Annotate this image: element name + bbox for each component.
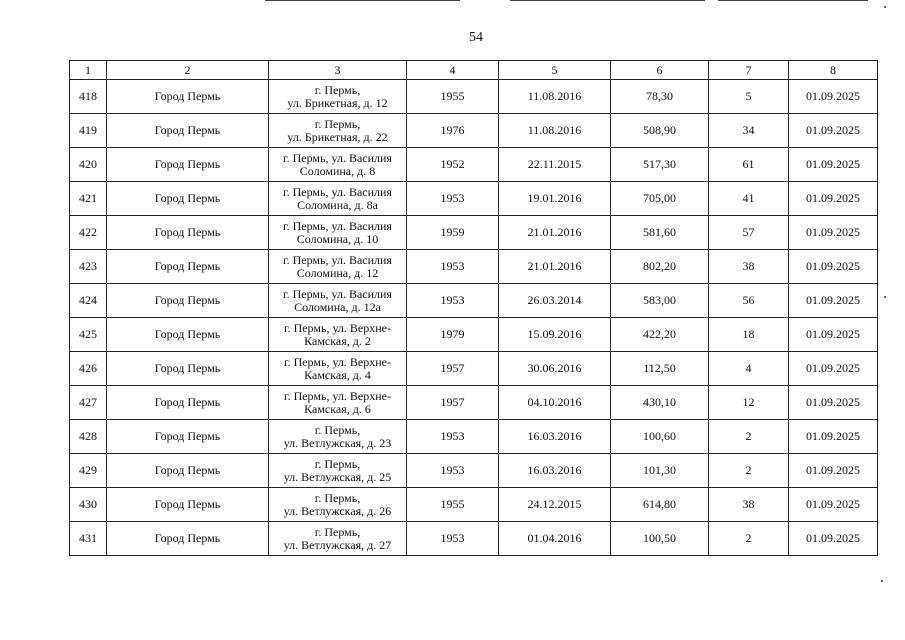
year: [407, 182, 499, 216]
count: [709, 250, 789, 284]
year-text: 1976: [440, 123, 465, 137]
address-line-2: ул. Ветлужская, д. 25: [283, 469, 392, 484]
term-text: 01.09.2025: [806, 361, 860, 375]
address: [269, 488, 407, 522]
area: [611, 488, 709, 522]
term: [789, 352, 878, 386]
term: [789, 216, 878, 250]
date-text: 04.10.2016: [527, 395, 582, 409]
date-text: 16.03.2016: [527, 429, 582, 443]
count: [709, 114, 789, 148]
municipality: [107, 386, 269, 420]
area: [611, 250, 709, 284]
address: [269, 522, 407, 556]
date: [499, 318, 611, 352]
address-line-2: ул. Брикетная, д. 12: [287, 95, 388, 110]
municipality: [107, 488, 269, 522]
year-text: 1957: [440, 361, 465, 375]
count-text: 56: [742, 293, 755, 307]
date: [499, 386, 611, 420]
date: [499, 80, 611, 114]
address-line-1: г. Пермь,: [314, 456, 361, 471]
municipality-text: Город Пермь: [154, 463, 221, 477]
count-text: 2: [745, 429, 752, 443]
area-text: 802,20: [643, 259, 676, 273]
row-number: [70, 318, 107, 352]
row-number-text: 429: [79, 463, 97, 477]
row-number: [70, 522, 107, 556]
address-line-1: г. Пермь,: [314, 422, 361, 437]
term-text: 01.09.2025: [806, 429, 860, 443]
area-text: 112,50: [643, 361, 676, 375]
count: [709, 488, 789, 522]
term: [789, 250, 878, 284]
address: [269, 284, 407, 318]
year-text: 1959: [440, 225, 465, 239]
year: [407, 522, 499, 556]
row-number: [70, 386, 107, 420]
year-text: 1953: [440, 531, 465, 545]
row-number-text: 425: [79, 327, 97, 341]
term: [789, 182, 878, 216]
year: [407, 216, 499, 250]
count-text: 5: [745, 89, 752, 103]
address-line-2: Камская, д. 2: [304, 333, 371, 348]
year: [407, 352, 499, 386]
count: [709, 522, 789, 556]
municipality-text: Город Пермь: [154, 497, 221, 511]
area: [611, 114, 709, 148]
row-number-text: 424: [79, 293, 97, 307]
address-line-1: г. Пермь,: [314, 82, 361, 97]
row-number-text: 430: [79, 497, 97, 511]
year: [407, 454, 499, 488]
row-number: [70, 216, 107, 250]
count: [709, 216, 789, 250]
date-text: 26.03.2014: [527, 293, 582, 307]
count: [709, 284, 789, 318]
term: [789, 318, 878, 352]
count: [709, 182, 789, 216]
area: [611, 148, 709, 182]
address: [269, 182, 407, 216]
year-text: 1979: [440, 327, 465, 341]
address-line-1: г. Пермь, ул. Василия: [283, 218, 392, 233]
area-text: 101,30: [643, 463, 676, 477]
scan-dot-middle: [884, 296, 886, 298]
row-number-text: 426: [79, 361, 97, 375]
count-text: 61: [742, 157, 755, 171]
row-number-text: 423: [79, 259, 97, 273]
table-row: [70, 488, 878, 522]
row-number: [70, 352, 107, 386]
top-edge-line-1: [265, 0, 460, 1]
count-text: 2: [745, 463, 752, 477]
term-text: 01.09.2025: [806, 191, 860, 205]
row-number: [70, 182, 107, 216]
year: [407, 148, 499, 182]
date-text: 01.04.2016: [527, 531, 582, 545]
area-text: 508,90: [643, 123, 676, 137]
table-row: [70, 80, 878, 114]
term-text: 01.09.2025: [806, 225, 860, 239]
col-header-3: 3: [269, 61, 407, 80]
row-number-text: 419: [79, 123, 97, 137]
term: [789, 148, 878, 182]
area: [611, 182, 709, 216]
date-text: 11.08.2016: [527, 89, 582, 103]
term-text: 01.09.2025: [806, 463, 860, 477]
term: [789, 284, 878, 318]
area: [611, 420, 709, 454]
term-text: 01.09.2025: [806, 157, 860, 171]
address-line-1: г. Пермь, ул. Василия: [283, 150, 392, 165]
count: [709, 420, 789, 454]
count: [709, 454, 789, 488]
row-number-text: 427: [79, 395, 97, 409]
term: [789, 488, 878, 522]
year: [407, 318, 499, 352]
area-text: 422,20: [643, 327, 676, 341]
municipality-text: Город Пермь: [154, 327, 221, 341]
municipality-text: Город Пермь: [154, 123, 221, 137]
area: [611, 522, 709, 556]
address-line-2: ул. Ветлужская, д. 27: [283, 537, 392, 552]
municipality-text: Город Пермь: [154, 395, 221, 409]
term-text: 01.09.2025: [806, 123, 860, 137]
row-number-text: 421: [79, 191, 97, 205]
date: [499, 454, 611, 488]
table-row: [70, 454, 878, 488]
date: [499, 250, 611, 284]
year-text: 1957: [440, 395, 465, 409]
address: [269, 352, 407, 386]
date-text: 30.06.2016: [527, 361, 582, 375]
year: [407, 420, 499, 454]
table-row: [70, 284, 878, 318]
municipality: [107, 522, 269, 556]
col-header-7: 7: [709, 61, 789, 80]
table-row: [70, 114, 878, 148]
municipality-text: Город Пермь: [154, 259, 221, 273]
municipality-text: Город Пермь: [154, 225, 221, 239]
col-header-1: 1: [70, 61, 107, 80]
area-text: 430,10: [643, 395, 676, 409]
municipality: [107, 182, 269, 216]
row-number-text: 428: [79, 429, 97, 443]
address-line-2: Соломина, д. 10: [296, 231, 379, 246]
year-text: 1953: [440, 293, 465, 307]
address: [269, 80, 407, 114]
term: [789, 114, 878, 148]
address-line-1: г. Пермь, ул. Василия: [283, 184, 392, 199]
municipality: [107, 420, 269, 454]
count-text: 41: [742, 191, 755, 205]
address-line-1: г. Пермь, ул. Верхне-: [284, 354, 391, 369]
year-text: 1952: [440, 157, 465, 171]
area: [611, 80, 709, 114]
term-text: 01.09.2025: [806, 395, 860, 409]
count: [709, 148, 789, 182]
address-line-1: г. Пермь, ул. Василия: [283, 252, 392, 267]
row-number: [70, 114, 107, 148]
term: [789, 386, 878, 420]
term-text: 01.09.2025: [806, 531, 860, 545]
row-number: [70, 420, 107, 454]
address-line-1: г. Пермь, ул. Верхне-: [284, 320, 391, 335]
address: [269, 454, 407, 488]
year: [407, 114, 499, 148]
table-row: [70, 386, 878, 420]
municipality: [107, 318, 269, 352]
address-line-2: Камская, д. 6: [304, 401, 371, 416]
year: [407, 80, 499, 114]
address-line-2: ул. Ветлужская, д. 26: [283, 503, 392, 518]
area-text: 100,50: [643, 531, 676, 545]
area: [611, 386, 709, 420]
col-header-5: 5: [499, 61, 611, 80]
term: [789, 80, 878, 114]
row-number-text: 422: [79, 225, 97, 239]
municipality: [107, 250, 269, 284]
count-text: 38: [742, 259, 755, 273]
municipality-text: Город Пермь: [154, 361, 221, 375]
address-line-2: Соломина, д. 12а: [294, 299, 381, 314]
scan-dot-bottom: [881, 580, 883, 582]
address: [269, 114, 407, 148]
address: [269, 250, 407, 284]
term-text: 01.09.2025: [806, 327, 860, 341]
page-number: 54: [469, 30, 483, 45]
row-number: [70, 148, 107, 182]
date: [499, 182, 611, 216]
date-text: 15.09.2016: [527, 327, 582, 341]
date-text: 21.01.2016: [527, 259, 582, 273]
table-row: [70, 318, 878, 352]
count-text: 57: [742, 225, 755, 239]
municipality-text: Город Пермь: [154, 89, 221, 103]
housing-table: [69, 60, 878, 556]
row-number: [70, 488, 107, 522]
col-header-4: 4: [407, 61, 499, 80]
municipality-text: Город Пермь: [154, 157, 221, 171]
municipality-text: Город Пермь: [154, 429, 221, 443]
municipality-text: Город Пермь: [154, 531, 221, 545]
area-text: 614,80: [643, 497, 676, 511]
row-number-text: 431: [79, 531, 97, 545]
address-line-2: Соломина, д. 8: [299, 163, 376, 178]
term-text: 01.09.2025: [806, 259, 860, 273]
address: [269, 318, 407, 352]
year-text: 1953: [440, 463, 465, 477]
date: [499, 352, 611, 386]
year: [407, 284, 499, 318]
area-text: 100,60: [643, 429, 676, 443]
row-number: [70, 250, 107, 284]
year-text: 1953: [440, 429, 465, 443]
term-text: 01.09.2025: [806, 293, 860, 307]
top-edge-line-3: [718, 0, 868, 1]
scan-dot-top: [884, 6, 886, 8]
col-header-6: 6: [611, 61, 709, 80]
address-line-1: г. Пермь, ул. Верхне-: [284, 388, 391, 403]
municipality: [107, 216, 269, 250]
year: [407, 386, 499, 420]
term-text: 01.09.2025: [806, 89, 860, 103]
address-line-2: Камская, д. 4: [304, 367, 371, 382]
date: [499, 284, 611, 318]
count-text: 18: [742, 327, 755, 341]
year: [407, 488, 499, 522]
term: [789, 420, 878, 454]
municipality: [107, 352, 269, 386]
municipality: [107, 80, 269, 114]
table-row: [70, 420, 878, 454]
date: [499, 488, 611, 522]
date: [499, 114, 611, 148]
header-row: [70, 61, 878, 80]
area-text: 705,00: [643, 191, 676, 205]
date-text: 24.12.2015: [527, 497, 582, 511]
col-header-2: 2: [107, 61, 269, 80]
municipality: [107, 454, 269, 488]
count-text: 38: [742, 497, 755, 511]
table-row: [70, 522, 878, 556]
count-text: 4: [745, 361, 752, 375]
row-number-text: 420: [79, 157, 97, 171]
address: [269, 148, 407, 182]
date: [499, 522, 611, 556]
area: [611, 284, 709, 318]
area-text: 78,30: [646, 89, 673, 103]
count: [709, 318, 789, 352]
address-line-1: г. Пермь, ул. Василия: [283, 286, 392, 301]
area-text: 581,60: [643, 225, 676, 239]
area-text: 517,30: [643, 157, 676, 171]
count: [709, 352, 789, 386]
area: [611, 454, 709, 488]
area: [611, 318, 709, 352]
date-text: 16.03.2016: [527, 463, 582, 477]
year-text: 1955: [440, 497, 465, 511]
year-text: 1955: [440, 89, 465, 103]
table-row: [70, 148, 878, 182]
count-text: 12: [742, 395, 755, 409]
table-row: [70, 182, 878, 216]
address-line-1: г. Пермь,: [314, 490, 361, 505]
address-line-2: Соломина, д. 8а: [297, 197, 378, 212]
row-number: [70, 80, 107, 114]
date: [499, 148, 611, 182]
table-row: [70, 352, 878, 386]
table-row: [70, 216, 878, 250]
term: [789, 454, 878, 488]
area: [611, 352, 709, 386]
municipality: [107, 148, 269, 182]
area: [611, 216, 709, 250]
municipality: [107, 284, 269, 318]
address-line-1: г. Пермь,: [314, 116, 361, 131]
row-number-text: 418: [79, 89, 97, 103]
term: [789, 522, 878, 556]
area-text: 583,00: [643, 293, 676, 307]
date: [499, 420, 611, 454]
municipality-text: Город Пермь: [154, 293, 221, 307]
address-line-2: ул. Брикетная, д. 22: [287, 129, 388, 144]
col-header-8: 8: [789, 61, 878, 80]
address: [269, 216, 407, 250]
count-text: 34: [742, 123, 755, 137]
date-text: 21.01.2016: [527, 225, 582, 239]
table-body: [70, 80, 878, 556]
municipality: [107, 114, 269, 148]
term-text: 01.09.2025: [806, 497, 860, 511]
address-line-2: Соломина, д. 12: [296, 265, 379, 280]
date-text: 22.11.2015: [527, 157, 582, 171]
address-line-2: ул. Ветлужская, д. 23: [283, 435, 392, 450]
date: [499, 216, 611, 250]
top-edge-line-2: [510, 0, 705, 1]
count: [709, 80, 789, 114]
count-text: 2: [745, 531, 752, 545]
date-text: 19.01.2016: [527, 191, 582, 205]
year-text: 1953: [440, 191, 465, 205]
municipality-text: Город Пермь: [154, 191, 221, 205]
row-number: [70, 284, 107, 318]
date-text: 11.08.2016: [527, 123, 582, 137]
address: [269, 386, 407, 420]
year-text: 1953: [440, 259, 465, 273]
table-row: [70, 250, 878, 284]
address-line-1: г. Пермь,: [314, 524, 361, 539]
count: [709, 386, 789, 420]
year: [407, 250, 499, 284]
row-number: [70, 454, 107, 488]
address: [269, 420, 407, 454]
